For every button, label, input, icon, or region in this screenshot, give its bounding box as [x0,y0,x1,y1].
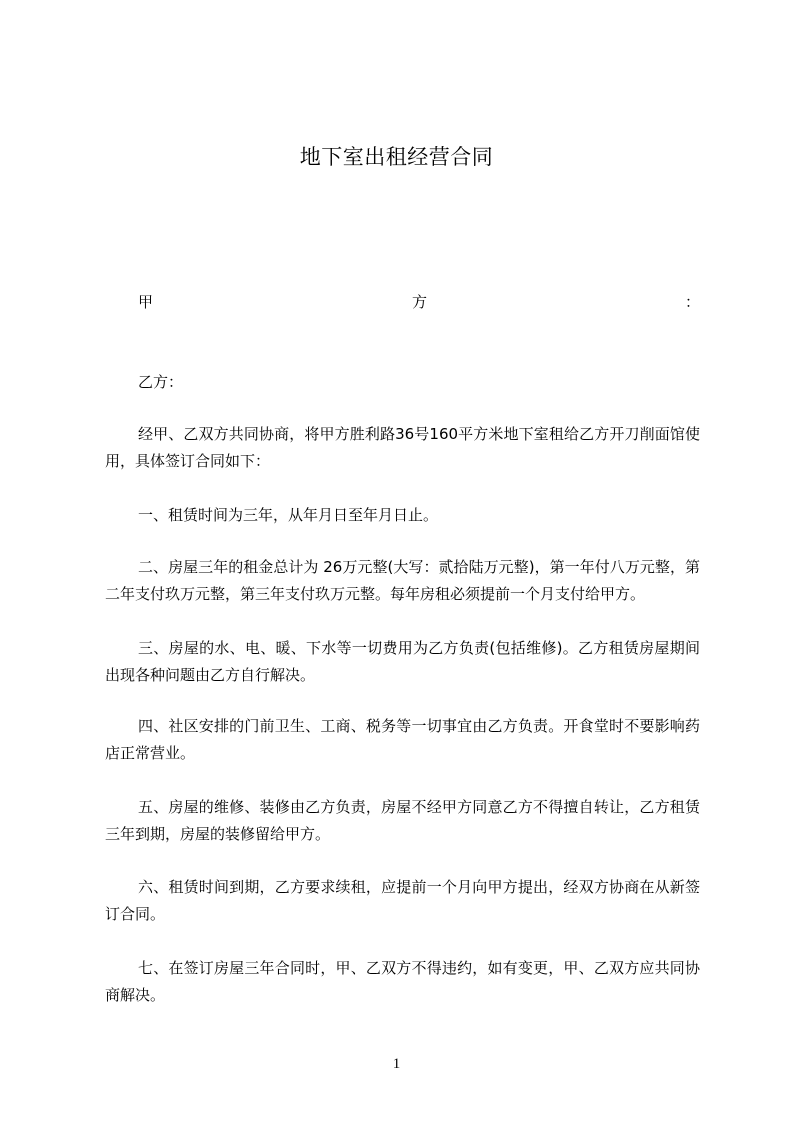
party-a-label-colon: ： [685,293,701,311]
page-number: 1 [392,1056,401,1072]
document-title: 地下室出租经营合同 [299,145,494,169]
clause-3: 三、房屋的水、电、暖、下水等一切费用为乙方负责(包括维修)。乙方租赁房屋期间出现各种问题由乙方自行解决。 [105,639,700,684]
intro-paragraph: 经甲、乙双方共同协商，将甲方胜利路36号160平方米地下室租给乙方开刀削面馆使用，具体签订合同如下： [105,425,700,470]
party-b-line: 乙方： [138,373,184,391]
party-a-label-part1: 甲 [138,293,154,311]
party-a-line [105,290,701,314]
clause-5: 五、房屋的维修、装修由乙方负责，房屋不经甲方同意乙方不得擅自转让，乙方租赁三年到期，房屋的装修留给甲方。 [105,798,700,843]
clause-6: 六、租赁时间到期，乙方要求续租，应提前一个月向甲方提出，经双方协商在从新签订合同。 [105,878,700,923]
clause-1: 一、租赁时间为三年，从年月日至年月日止。 [138,506,439,524]
clause-4: 四、社区安排的门前卫生、工商、税务等一切事宜由乙方负责。开食堂时不要影响药店正常营业。 [105,717,700,762]
clause-7: 七、在签订房屋三年合同时，甲、乙双方不得违约，如有变更，甲、乙双方应共同协商解决。 [105,959,700,1004]
clause-2: 二、房屋三年的租金总计为 26万元整(大写：贰拾陆万元整)，第一年付八万元整，第二年支付玖万元整，第三年支付玖万元整。每年房租必须提前一个月支付给甲方。 [105,558,700,603]
party-a-label-part2: 方 [412,293,428,311]
